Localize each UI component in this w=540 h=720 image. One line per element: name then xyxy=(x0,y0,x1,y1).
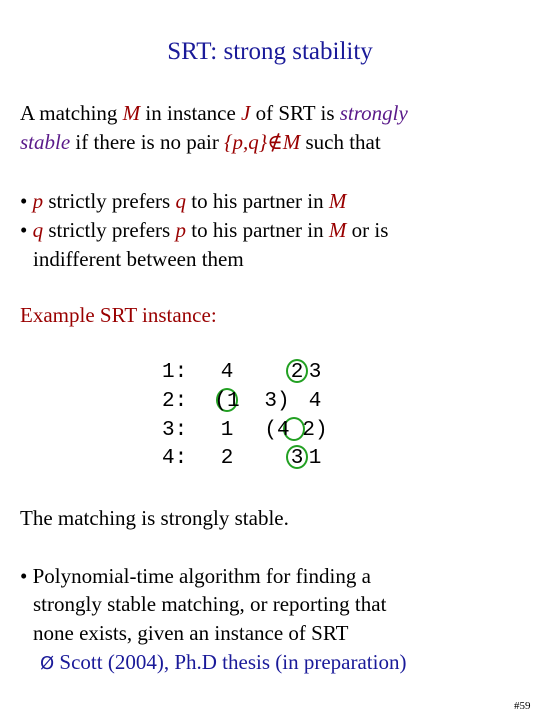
cond-M: M xyxy=(328,218,347,242)
cond-p: p xyxy=(175,218,186,242)
def-matching-symbol: M xyxy=(122,101,141,125)
def-instance-symbol: J xyxy=(241,101,251,125)
cond-text: strictly prefers xyxy=(43,218,176,242)
example-heading: Example SRT instance: xyxy=(20,303,217,327)
def-text: such that xyxy=(300,130,381,154)
condition-2 xyxy=(20,218,388,243)
algorithm-line-1 xyxy=(20,564,371,589)
cond-p: p xyxy=(32,189,44,213)
def-strongly: strongly xyxy=(339,101,408,125)
pref-cell: 3) xyxy=(264,390,290,413)
pref-cell: (1 xyxy=(214,390,240,413)
pref-cell: 4 xyxy=(220,361,234,384)
reference-text: Scott (2004), Ph.D thesis (in preparation) xyxy=(59,650,407,674)
def-matching-symbol: M xyxy=(282,130,301,154)
pref-cell: 3 xyxy=(308,361,322,384)
algorithm-line-2: strongly stable matching, or reporting that xyxy=(33,592,387,616)
def-pair: {p,q} xyxy=(224,130,268,154)
def-notin-symbol: ∉ xyxy=(267,130,283,154)
bullet: • xyxy=(20,218,28,242)
def-text: if there is no pair xyxy=(70,130,225,154)
pref-cell: (4 xyxy=(264,419,290,442)
row-label: 1: xyxy=(162,361,188,384)
cond-text: to his partner in xyxy=(185,218,329,242)
cond-q: q xyxy=(32,218,44,242)
reference-line xyxy=(40,650,406,675)
cond-text: or is xyxy=(346,218,389,242)
page-number: #59 xyxy=(514,700,531,712)
page-title: SRT: strong stability xyxy=(167,38,373,65)
pref-cell: 2 xyxy=(220,447,234,470)
srt-instance-table xyxy=(0,358,540,474)
definition-line-1 xyxy=(20,101,408,126)
cond-text: to his partner in xyxy=(185,189,329,213)
pref-cell: 2) xyxy=(302,419,328,442)
pref-cell: 3 xyxy=(290,447,304,470)
def-text: of SRT is xyxy=(250,101,340,125)
algorithm-line-3: none exists, given an instance of SRT xyxy=(33,621,349,645)
def-text: A matching xyxy=(20,101,123,125)
algorithm-text: Polynomial-time algorithm for finding a xyxy=(32,564,371,588)
def-text: in instance xyxy=(140,101,242,125)
row-label: 2: xyxy=(162,390,188,413)
cond-M: M xyxy=(328,189,347,213)
condition-1 xyxy=(20,189,346,214)
bullet: • xyxy=(20,564,28,588)
table-row xyxy=(0,390,540,417)
pref-cell: 2 xyxy=(290,361,304,384)
table-row xyxy=(0,447,540,474)
condition-2-continuation: indifferent between them xyxy=(33,247,244,271)
cond-text: strictly prefers xyxy=(43,189,176,213)
row-label: 3: xyxy=(162,419,188,442)
def-stable: stable xyxy=(20,130,71,154)
table-row xyxy=(0,361,540,388)
table-row xyxy=(0,419,540,446)
bullet: • xyxy=(20,189,28,213)
row-label: 4: xyxy=(162,447,188,470)
pref-cell: 1 xyxy=(220,419,234,442)
arrow-bullet-icon: Ø xyxy=(40,653,55,674)
conclusion-text: The matching is strongly stable. xyxy=(20,506,289,530)
cond-q: q xyxy=(175,189,186,213)
definition-line-2 xyxy=(20,130,381,155)
pref-cell: 1 xyxy=(308,447,322,470)
pref-cell: 4 xyxy=(308,390,322,413)
